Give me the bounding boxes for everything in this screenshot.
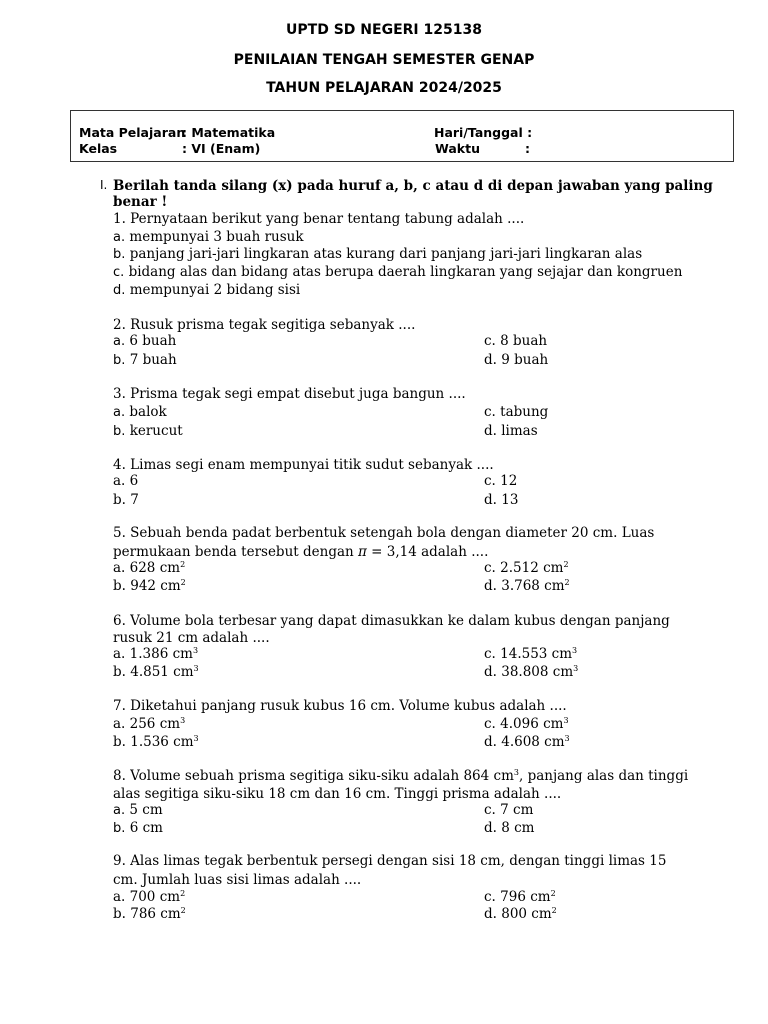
option-b <box>113 246 642 262</box>
exponent: 2 <box>564 578 570 587</box>
option-text: c. 796 cm <box>484 889 551 905</box>
pi-symbol: π <box>358 544 367 560</box>
option-c: c. 8 buah <box>484 333 548 349</box>
option-text: b. 942 cm <box>113 578 181 594</box>
question-3-text: 3. Prisma tegak segi empat disebut juga bangun .... <box>113 386 466 402</box>
day-date-label: Hari/Tanggal : <box>434 125 533 140</box>
question-5-text-line-2 <box>113 544 488 560</box>
option-c <box>484 889 556 905</box>
question-2-text: 2. Rusuk prisma tegak segitiga sebanyak .... <box>113 317 416 333</box>
option-text: a. 628 cm <box>113 560 181 576</box>
exponent: 3 <box>192 646 199 655</box>
time-colon: : <box>525 141 530 156</box>
option-a <box>113 889 185 905</box>
option-b <box>113 352 177 368</box>
option-text: 7 buah <box>129 352 177 368</box>
option-d <box>113 282 300 298</box>
option-c: c. 7 cm <box>484 802 534 818</box>
option-text: c. 2.512 cm <box>484 560 564 576</box>
option-a <box>113 802 163 818</box>
exponent: 3 <box>513 768 519 777</box>
option-text: balok <box>129 404 167 420</box>
option-a <box>113 646 198 662</box>
time-label: Waktu <box>435 141 480 156</box>
option-text: d. 38.808 cm <box>484 664 574 680</box>
exponent: 2 <box>550 889 556 898</box>
option-c: c. 12 <box>484 473 518 489</box>
exam-title: PENILAIAN TENGAH SEMESTER GENAP <box>233 52 535 68</box>
text-part: , panjang alas dan tinggi <box>518 768 689 784</box>
question-7-text: 7. Diketahui panjang rusuk kubus 16 cm. Volume kubus adalah .... <box>113 698 567 714</box>
option-a <box>113 404 167 420</box>
question-9-text-line-1: 9. Alas limas tegak berbentuk persegi dengan sisi 18 cm, dengan tinggi limas 15 <box>113 853 667 869</box>
question-1-text: 1. Pernyataan berikut yang benar tentang tabung adalah .... <box>113 211 525 227</box>
question-4-text: 4. Limas segi enam mempunyai titik sudut sebanyak .... <box>113 457 494 473</box>
subject-label: Mata Pelajaran <box>79 125 186 140</box>
exponent: 2 <box>180 560 186 569</box>
option-d: d. limas <box>484 423 538 439</box>
option-b: b. 7 <box>113 492 139 508</box>
question-6-text-line-1: 6. Volume bola terbesar yang dapat dimasukkan ke dalam kubus dengan panjang <box>113 613 670 629</box>
option-c <box>484 716 569 732</box>
class-value: : VI (Enam) <box>182 141 261 156</box>
option-text: c. 14.553 cm <box>484 646 573 662</box>
option-text: a. 700 cm <box>113 889 181 905</box>
exponent: 3 <box>193 734 199 743</box>
option-text: b. 786 cm <box>113 906 181 922</box>
option-d: d. 9 buah <box>484 352 549 368</box>
option-text: mempunyai 2 bidang sisi <box>129 282 301 298</box>
option-d <box>484 734 570 750</box>
option-text: c. 4.096 cm <box>484 716 564 732</box>
option-text: 6 cm <box>129 820 163 836</box>
exponent: 3 <box>564 734 570 743</box>
option-c <box>484 646 577 662</box>
option-text: 5 cm <box>129 802 163 818</box>
question-8-text-line-2: alas segitiga siku-siku 18 cm dan 16 cm. Tinggi prisma adalah .... <box>113 786 562 802</box>
option-a <box>113 560 185 576</box>
option-letter: a. <box>113 230 126 245</box>
option-a: a. 6 <box>113 473 139 489</box>
question-9-text-line-2: cm. Jumlah luas sisi limas adalah .... <box>113 872 362 888</box>
option-letter: c. <box>113 265 125 280</box>
option-text: kerucut <box>129 423 183 439</box>
option-text: panjang jari-jari lingkaran atas kurang dari panjang jari-jari lingkaran alas <box>129 246 643 262</box>
option-d <box>484 664 578 680</box>
option-b <box>113 423 183 439</box>
option-letter: b. <box>113 247 126 262</box>
option-letter: d. <box>113 283 126 298</box>
school-name: UPTD SD NEGERI 125138 <box>286 22 482 38</box>
exponent: 3 <box>572 646 578 655</box>
exponent: 2 <box>563 560 569 569</box>
option-text: d. 3.768 cm <box>484 578 565 594</box>
class-label: Kelas <box>79 141 118 156</box>
text-part: = 3,14 adalah .... <box>366 544 489 560</box>
option-text: mempunyai 3 buah rusuk <box>129 229 304 245</box>
school-year: TAHUN PELAJARAN 2024/2025 <box>266 80 502 96</box>
option-d <box>484 906 557 922</box>
option-d: d. 13 <box>484 492 519 508</box>
option-c <box>484 560 569 576</box>
option-c <box>113 264 682 280</box>
option-letter: b. <box>113 424 126 439</box>
option-text: bidang alas dan bidang atas berupa daerah lingkaran yang sejajar dan kongruen <box>128 264 683 280</box>
option-text: b. 1.536 cm <box>113 734 194 750</box>
text-part: permukaan benda tersebut dengan <box>113 544 358 560</box>
option-b <box>113 664 199 680</box>
exponent: 3 <box>180 716 186 725</box>
option-letter: a. <box>113 803 126 818</box>
option-text: b. 4.851 cm <box>113 664 194 680</box>
option-letter: b. <box>113 353 126 368</box>
option-d <box>484 578 570 594</box>
subject-value: : Matematika <box>182 125 276 140</box>
option-a <box>113 333 176 349</box>
exponent: 3 <box>193 664 199 673</box>
exponent: 2 <box>180 889 186 898</box>
option-text: a. 1.386 cm <box>113 646 193 662</box>
option-c: c. tabung <box>484 404 549 420</box>
exponent: 3 <box>563 716 569 725</box>
exponent: 2 <box>551 906 557 915</box>
instruction-line-2: benar ! <box>113 194 168 210</box>
exponent: 2 <box>180 578 186 587</box>
question-8-text-line-1 <box>113 768 688 784</box>
option-text: a. 256 cm <box>113 716 181 732</box>
option-letter: a. <box>113 334 126 349</box>
exponent: 2 <box>180 906 186 915</box>
option-b <box>113 820 163 836</box>
exam-info-box <box>70 110 734 162</box>
section-numeral: I. <box>100 178 108 192</box>
option-b <box>113 734 199 750</box>
option-letter: a. <box>113 405 126 420</box>
option-text: d. 4.608 cm <box>484 734 565 750</box>
option-d: d. 8 cm <box>484 820 535 836</box>
exponent: 3 <box>573 664 579 673</box>
option-a <box>113 716 185 732</box>
option-letter: b. <box>113 821 126 836</box>
option-b <box>113 906 186 922</box>
option-b <box>113 578 186 594</box>
instruction-line-1: Berilah tanda silang (x) pada huruf a, b, c atau d di depan jawaban yang paling <box>113 178 713 194</box>
option-text: d. 800 cm <box>484 906 552 922</box>
text-part: 8. Volume sebuah prisma segitiga siku-siku adalah 864 cm <box>113 768 514 784</box>
option-a <box>113 229 304 245</box>
question-5-text-line-1: 5. Sebuah benda padat berbentuk setengah bola dengan diameter 20 cm. Luas <box>113 525 655 541</box>
question-6-text-line-2: rusuk 21 cm adalah .... <box>113 630 270 646</box>
option-text: 6 buah <box>129 333 177 349</box>
